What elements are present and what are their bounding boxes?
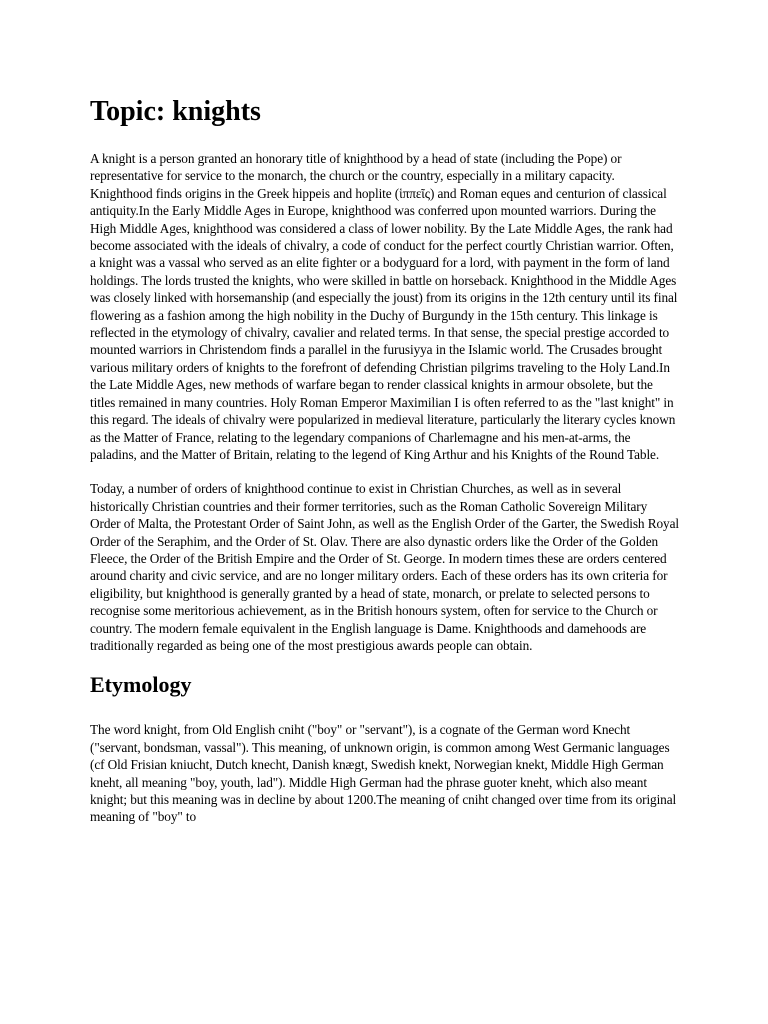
etymology-heading: Etymology <box>90 672 192 698</box>
document-title: Topic: knights <box>90 96 261 127</box>
intro-paragraph: A knight is a person granted an honorary title of knighthood by a head of state (including the Pope) or representative for service to the monarch, the church or the country, especially in a military capacity. Knighthood finds origins in the Greek hippeis and hoplite (ἱππεῖς) and Roman eques and centurion of classical antiquity.In the Early Middle Ages in Europe, knighthood was conferred upon mounted warriors. During the High Middle Ages, knighthood was considered a class of lower nobility. By the Late Middle Ages, the rank had become associated with the ideals of chivalry, a code of conduct for the perfect courtly Christian warrior. Often, a knight was a vassal who served as an elite fighter or a bodyguard for a lord, with payment in the form of land holdings. The lords trusted the knights, who were skilled in battle on horseback. Knighthood in the Middle Ages was closely linked with horsemanship (and especially the joust) from its origins in the 12th century until its final flowering as a fashion among the high nobility in the Duchy of Burgundy in the 15th century. This linkage is reflected in the etymology of chivalry, cavalier and related terms. In that sense, the special prestige accorded to mounted warriors in Christendom finds a parallel in the furusiyya in the Islamic world. The Crusades brought various military orders of knights to the forefront of defending Christian pilgrims traveling to the Holy Land.In the Late Middle Ages, new methods of warfare began to render classical knights in armour obsolete, but the titles remained in many countries. Holy Roman Emperor Maximilian I is often referred to as the "last knight" in this regard. The ideals of chivalry were popularized in medieval literature, particularly the literary cycles known as the Matter of France, relating to the legendary companions of Charlemagne and his men-at-arms, the paladins, and the Matter of Britain, relating to the legend of King Arthur and his Knights of the Round Table. <box>90 151 678 462</box>
etymology-paragraph: The word knight, from Old English cniht ("boy" or "servant"), is a cognate of the German word Knecht ("servant, bondsman, vassal"). This meaning, of unknown origin, is common among West Germanic languages (cf Old Frisian kniucht, Dutch knecht, Danish knægt, Swedish knekt, Norwegian knekt, Middle High German kneht, all meaning "boy, youth, lad"). Middle High German had the phrase guoter kneht, which also meant knight; but this meaning was in decline by about 1200.The meaning of cniht changed over time from its original meaning of "boy" to <box>90 722 677 825</box>
document-page <box>90 94 680 826</box>
modern-orders-paragraph: Today, a number of orders of knighthood continue to exist in Christian Churches, as well as in several historically Christian countries and their former territories, such as the Roman Catholic Sovereign Military Order of Malta, the Protestant Order of Saint John, as well as the English Order of the Garter, the Swedish Royal Order of the Seraphim, and the Order of St. Olav. There are also dynastic orders like the Order of the Golden Fleece, the Order of the British Empire and the Order of St. George. In modern times these are orders centered around charity and civic service, and are no longer military orders. Each of these orders has its own criteria for eligibility, but knighthood is generally granted by a head of state, monarch, or prelate to selected persons to recognise some meritorious achievement, as in the British honours system, often for service to the Church or country. The modern female equivalent in the English language is Dame. Knighthoods and damehoods are traditionally regarded as being one of the most prestigious awards people can obtain. <box>90 481 679 653</box>
